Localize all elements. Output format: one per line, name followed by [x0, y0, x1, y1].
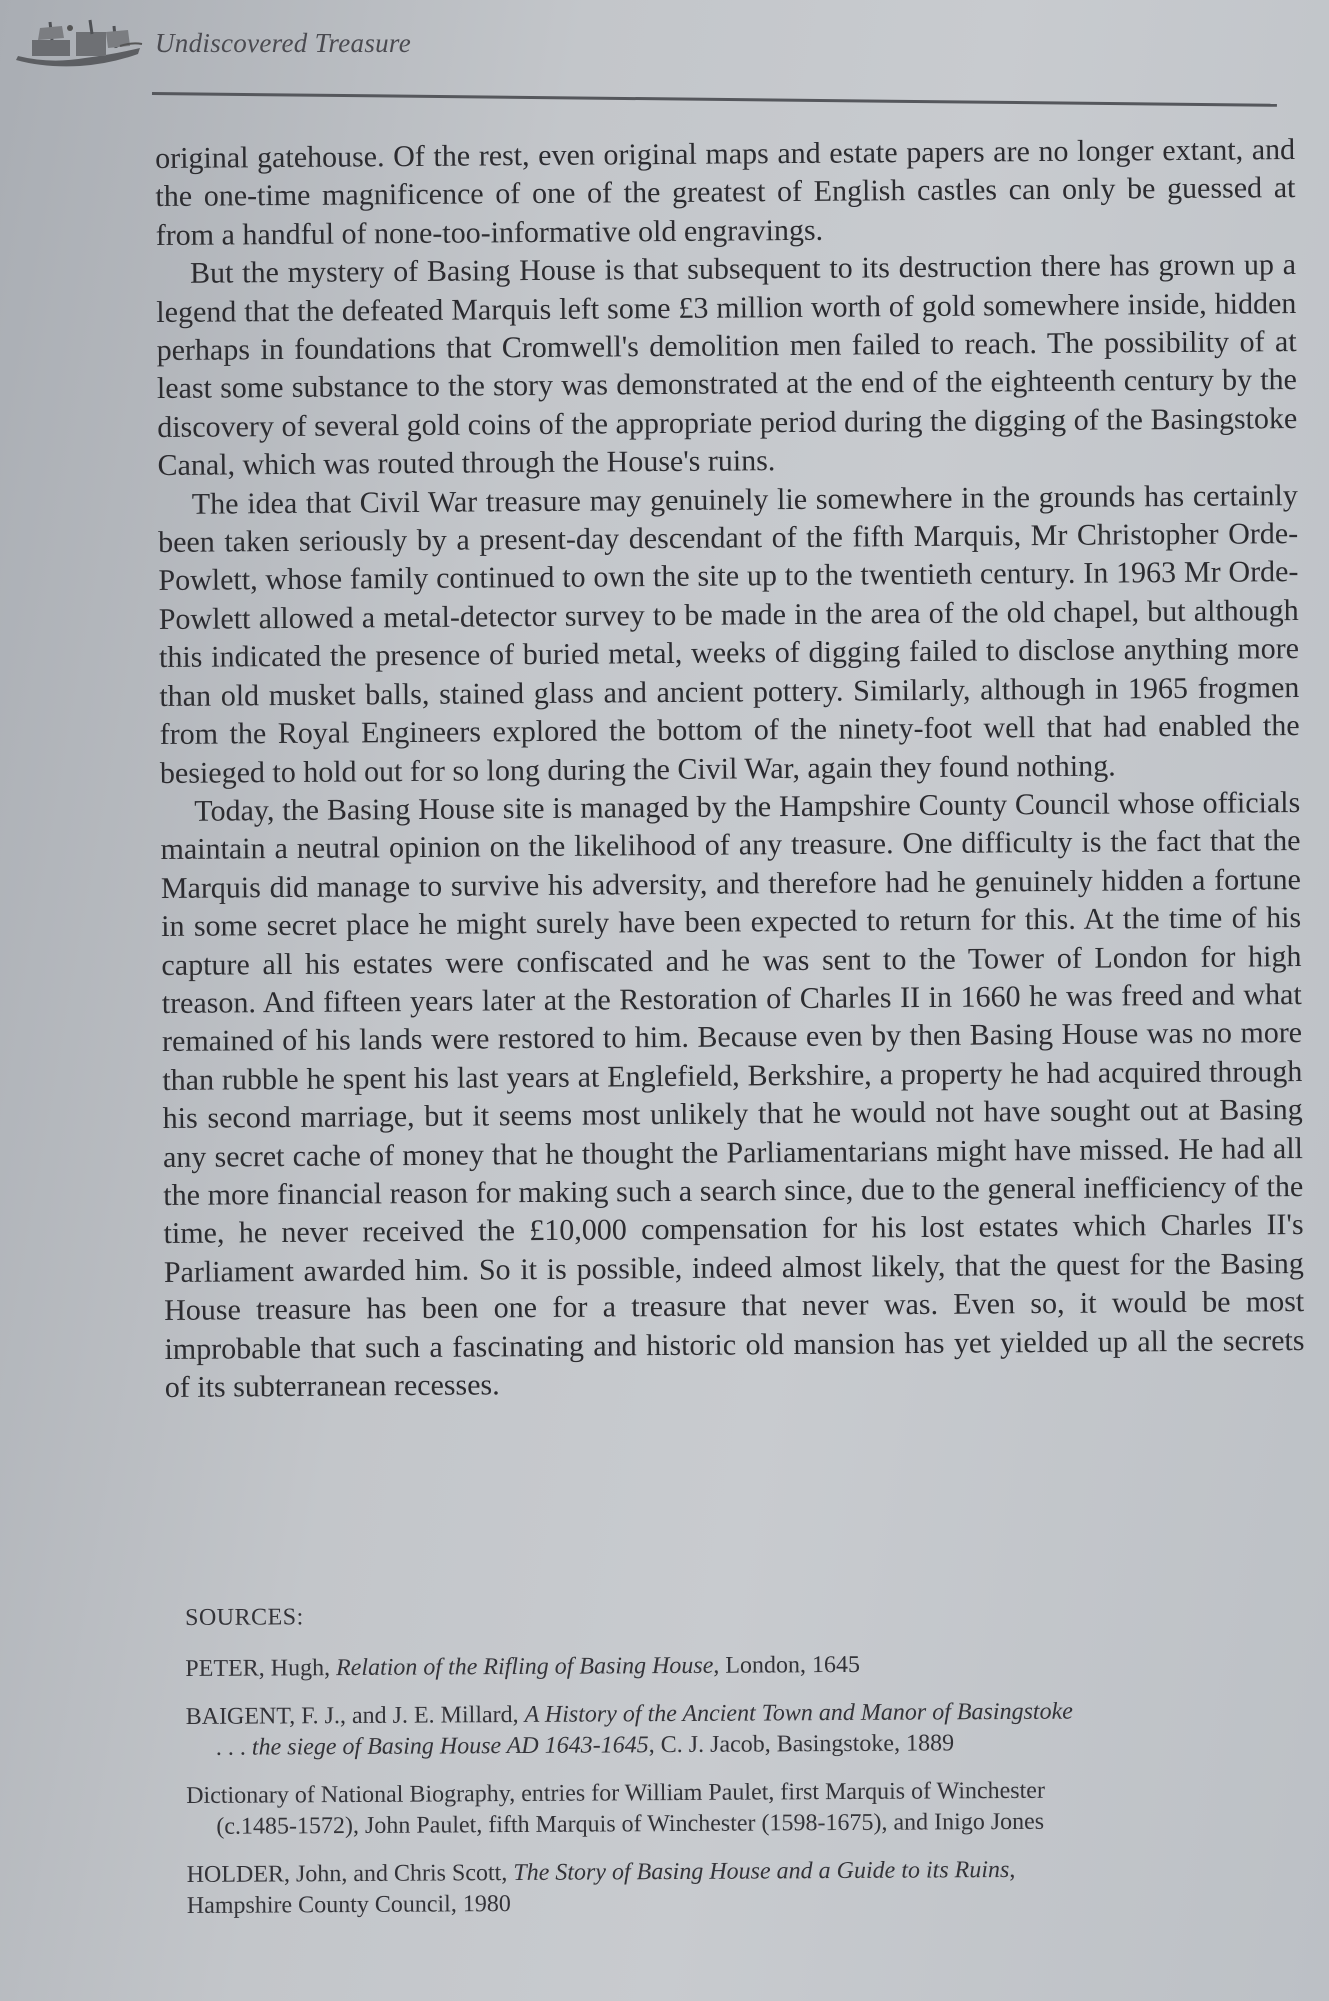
header-rule: [152, 92, 1277, 107]
paragraph: Today, the Basing House site is managed by the Hampshire County Council whose officials maintain a neutral opinion on the likelihood of any treasure. One difficulty is the fact that the Marquis did manage to survive his adversity, and therefore had he genuinely hidden a fortune in some secret place he might surely have been expected to return for this. At the time of his capture all his estates were confiscated and he was sent to the Tower of London for high treason. And fifteen years later at the Restoration of Charles II in 1660 he was freed and what remained of his lands were restored to him. Because even by then Basing House was no more than rubble he spent his last years at Englefield, Berkshire, a property he had acquired through his second marriage, but it seems most unlikely that he would not have sought out at Basing any secret cache of money that he thought the Parliamentarians might have missed. He had all the more financial reason for making such a search since, due to the general inefficiency of the time, he never received the £10,000 compensation for his lost estates which Charles II's Parliament awarded him. So it is possible, indeed almost likely, that the quest for the Basing House treasure has been one for a treasure that never was. Even so, it would be most improbable that such a fascinating and historic old mansion has yet yielded up all the secrets of its subterranean recesses.: [160, 785, 1305, 1404]
paragraph: The idea that Civil War treasure may genuinely lie somewhere in the grounds has certainly been taken seriously by a present-day descendant of the fifth Marquis, Mr Christopher Orde-Powlett, whose family continued to own the site up to the twentieth century. In 1963 Mr Orde-Powlett allowed a metal-detector survey to be made in the area of the old chapel, but although this indicated the presence of buried metal, weeks of digging failed to disclose anything more than old musket balls, stained glass and ancient pottery. Similarly, although in 1965 frogmen from the Royal Engineers explored the bottom of the ninety-foot well that had enabled the besieged to hold out for so long during the Civil War, again they found nothing.: [158, 478, 1300, 790]
sailing-ship-logo-icon: [10, 18, 145, 68]
source-author: BAIGENT, F. J., and J. E. Millard,: [185, 1701, 525, 1730]
source-continuation: [186, 1726, 1286, 1764]
source-author: Dictionary of National Biography, entries for William Paulet, first Marquis of Winchester: [186, 1777, 1045, 1809]
sources-heading: SOURCES:: [185, 1604, 304, 1631]
source-publication: , London, 1645: [713, 1651, 861, 1679]
page-header: [0, 0, 1329, 130]
source-subtitle: the siege of Basing House AD 1643-1645: [251, 1732, 649, 1761]
source-publication: , C. J. Jacob, Basingstoke, 1889: [648, 1730, 955, 1759]
paragraph: But the mystery of Basing House is that subsequent to its destruction there has grown up a legend that the defeated Marquis left some £3 million worth of gold somewhere inside, hidden perhaps in foundations that Cromwell's demolition men failed to reach. The possibility of at least some substance to the story was demonstrated at the end of the eighteenth century by the discovery of several gold coins of the appropriate period during the digging of the Basingstoke Canal, which was routed through the House's ruins.: [156, 248, 1298, 483]
source-author: HOLDER, John, and Chris Scott,: [186, 1859, 514, 1888]
sources-section: [185, 1598, 1287, 1939]
source-title: A History of the Ancient Town and Manor of Basingstoke: [524, 1698, 1073, 1728]
running-head: Undiscovered Treasure: [155, 28, 412, 58]
source-author: PETER, Hugh,: [185, 1655, 337, 1682]
source-publication: Hampshire County Council, 1980: [186, 1891, 511, 1919]
source-ellipsis: . . .: [215, 1734, 252, 1761]
source-entry: [186, 1774, 1286, 1843]
source-title: Relation of the Rifling of Basing House: [335, 1652, 714, 1682]
paragraph: original gatehouse. Of the rest, even original maps and estate papers are no longer extant, and the one-time magnificence of one of the greatest of English castles can only be guessed at from a handful of none-too-informative old engravings.: [155, 133, 1296, 252]
source-punct: ,: [1009, 1856, 1016, 1883]
source-title: The Story of Basing House and a Guide to its Ruins: [513, 1856, 1010, 1886]
source-entry: [185, 1647, 1285, 1685]
body-text: [155, 131, 1305, 1407]
source-entry: [187, 1853, 1287, 1922]
source-continuation: (c.1485-1572), John Paulet, fifth Marquis of Winchester (1598-1675), and Inigo Jones: [216, 1808, 1045, 1840]
source-entry: [186, 1695, 1286, 1764]
